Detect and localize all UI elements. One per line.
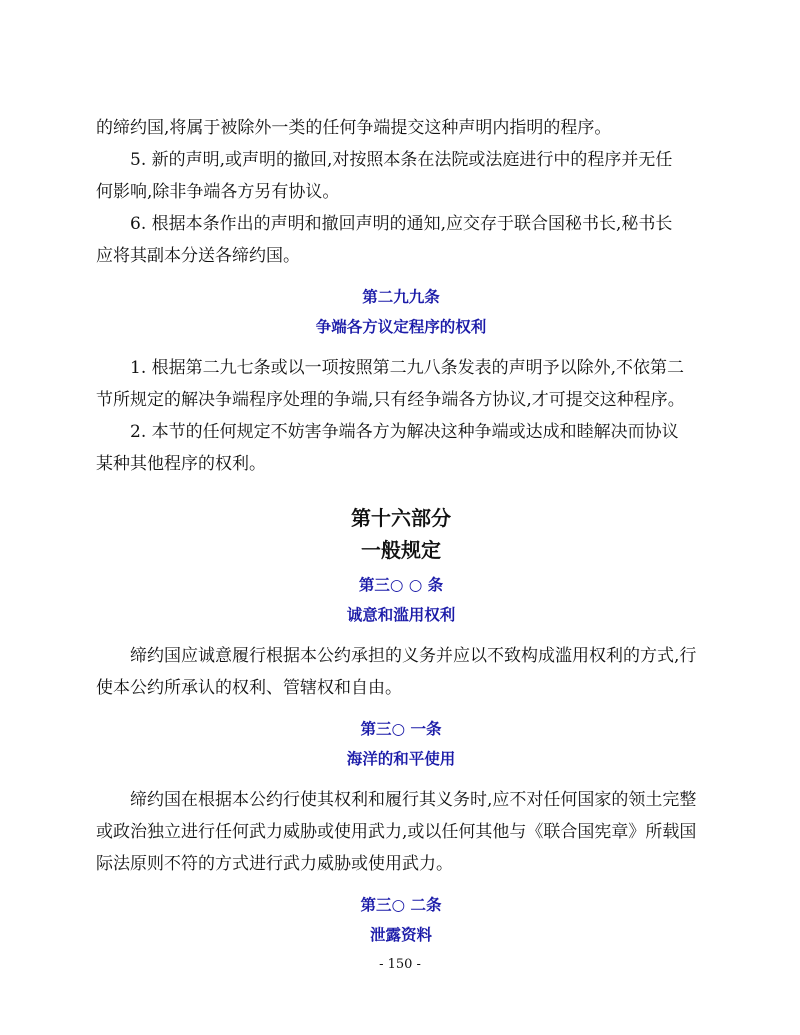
article-299-number: 第二九九条 (362, 288, 440, 306)
article-298-para-6 (96, 208, 706, 272)
article-298-para-5 (96, 144, 706, 208)
text-line: 某种其他程序的权利。 (96, 454, 266, 474)
text-line: 的缔约国,将属于被除外一类的任何争端提交这种声明内指明的程序。 (96, 118, 612, 138)
continuation-paragraph (96, 112, 706, 144)
text-line: 或政治独立进行任何武力威胁或使用武力,或以任何其他与《联合国宪章》所载国 (96, 822, 697, 842)
article-300-title: 诚意和滥用权利 (346, 606, 456, 624)
text-line: 应将其副本分送各缔约国。 (96, 246, 300, 266)
article-300-number: 第三○ ○ 条 (358, 576, 444, 594)
text-line: 使本公约所承认的权利、管辖权和自由。 (96, 678, 402, 698)
text-line: 何影响,除非争端各方另有协议。 (96, 182, 340, 202)
text-line: 6. 根据本条作出的声明和撤回声明的通知,应交存于联合国秘书长,秘书长 (130, 214, 673, 234)
article-301-number: 第三○ 一条 (360, 720, 442, 738)
article-299-para-1 (96, 352, 706, 416)
page-number: - 150 - (379, 957, 421, 972)
text-line: 1. 根据第二九七条或以一项按照第二九八条发表的声明予以除外,不依第二 (130, 358, 685, 378)
text-line: 缔约国应诚意履行根据本公约承担的义务并应以不致构成滥用权利的方式,行 (130, 646, 697, 666)
article-299-para-2 (96, 416, 706, 480)
part-16-title: 一般规定 (361, 538, 441, 562)
text-line: 际法原则不符的方式进行武力威胁或使用武力。 (96, 854, 453, 874)
text-line: 缔约国在根据本公约行使其权利和履行其义务时,应不对任何国家的领土完整 (130, 790, 697, 810)
text-line: 2. 本节的任何规定不妨害争端各方为解决这种争端或达成和睦解决而协议 (130, 422, 679, 442)
article-300-paragraph (96, 640, 706, 704)
article-301-paragraph (96, 784, 706, 880)
article-299-title: 争端各方议定程序的权利 (315, 318, 487, 336)
article-301-title: 海洋的和平使用 (346, 750, 456, 768)
text-line: 节所规定的解决争端程序处理的争端,只有经争端各方协议,才可提交这种程序。 (96, 390, 685, 410)
document-page (96, 112, 706, 950)
article-302-number: 第三○ 二条 (360, 896, 442, 914)
part-16-number: 第十六部分 (351, 506, 451, 530)
article-302-title: 泄露资料 (369, 926, 432, 944)
text-line: 5. 新的声明,或声明的撤回,对按照本条在法院或法庭进行中的程序并无任 (130, 150, 673, 170)
